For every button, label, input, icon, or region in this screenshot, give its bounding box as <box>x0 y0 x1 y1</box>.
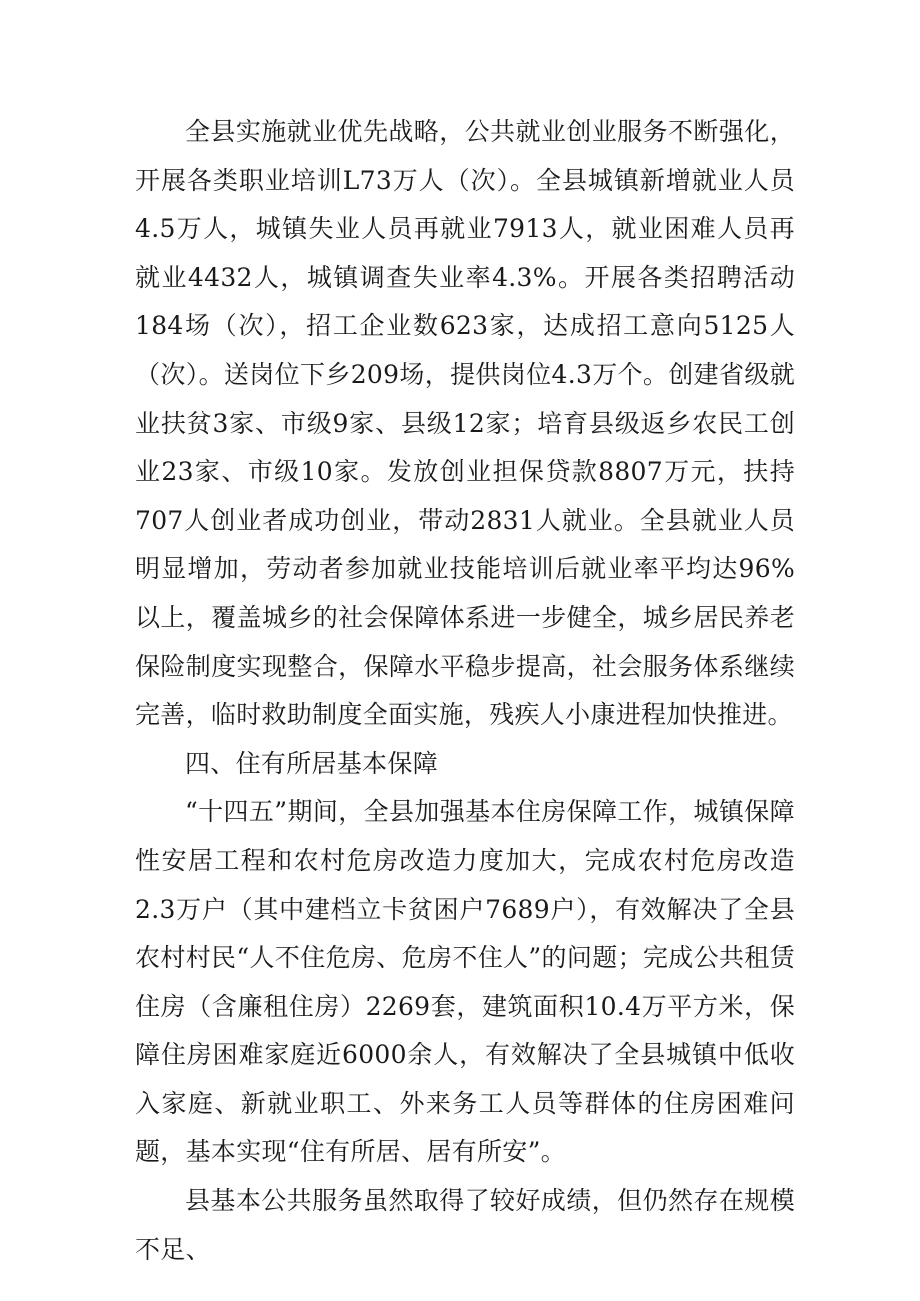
section-heading: 四、住有所居基本保障 <box>185 748 439 778</box>
document-body <box>135 108 795 1274</box>
employment-paragraph: 全县实施就业优先战略，公共就业创业服务不断强化，开展各类职业培训L73万人（次）。全县城镇新增就业人员4.5万人，城镇失业人员再就业7913人，就业困难人员再就业4432人，城镇调查失业率4.3%。开展各类招聘活动184场（次），招工企业数623家，达成招工意向5125人（次）。送岗位下乡209场，提供岗位4.3万个。创建省级就业扶贫3家、市级9家、县级12家；培育县级返乡农民工创业23家、市级10家。发放创业担保贷款8807万元，扶持707人创业者成功创业，带动2831人就业。全县就业人员明显增加，劳动者参加就业技能培训后就业率平均达96%以上，覆盖城乡的社会保障体系进一步健全，城乡居民养老保险制度实现整合，保障水平稳步提高，社会服务体系继续完善，临时救助制度全面实施，残疾人小康进程加快推进。 <box>135 117 795 730</box>
summary-paragraph: 县基本公共服务虽然取得了较好成绩，但仍然存在规模不足、 <box>135 1186 795 1264</box>
housing-paragraph: “十四五”期间，全县加强基本住房保障工作，城镇保障性安居工程和农村危房改造力度加大，完成农村危房改造2.3万户（其中建档立卡贫困户7689户），有效解决了全县农村村民“人不住危房、危房不住人”的问题；完成公共租赁住房（含廉租住房）2269套，建筑面积10.4万平方米，保障住房困难家庭近6000余人，有效解决了全县城镇中低收入家庭、新就业职工、外来务工人员等群体的住房困难问题，基本实现“住有所居、居有所安”。 <box>135 797 795 1167</box>
